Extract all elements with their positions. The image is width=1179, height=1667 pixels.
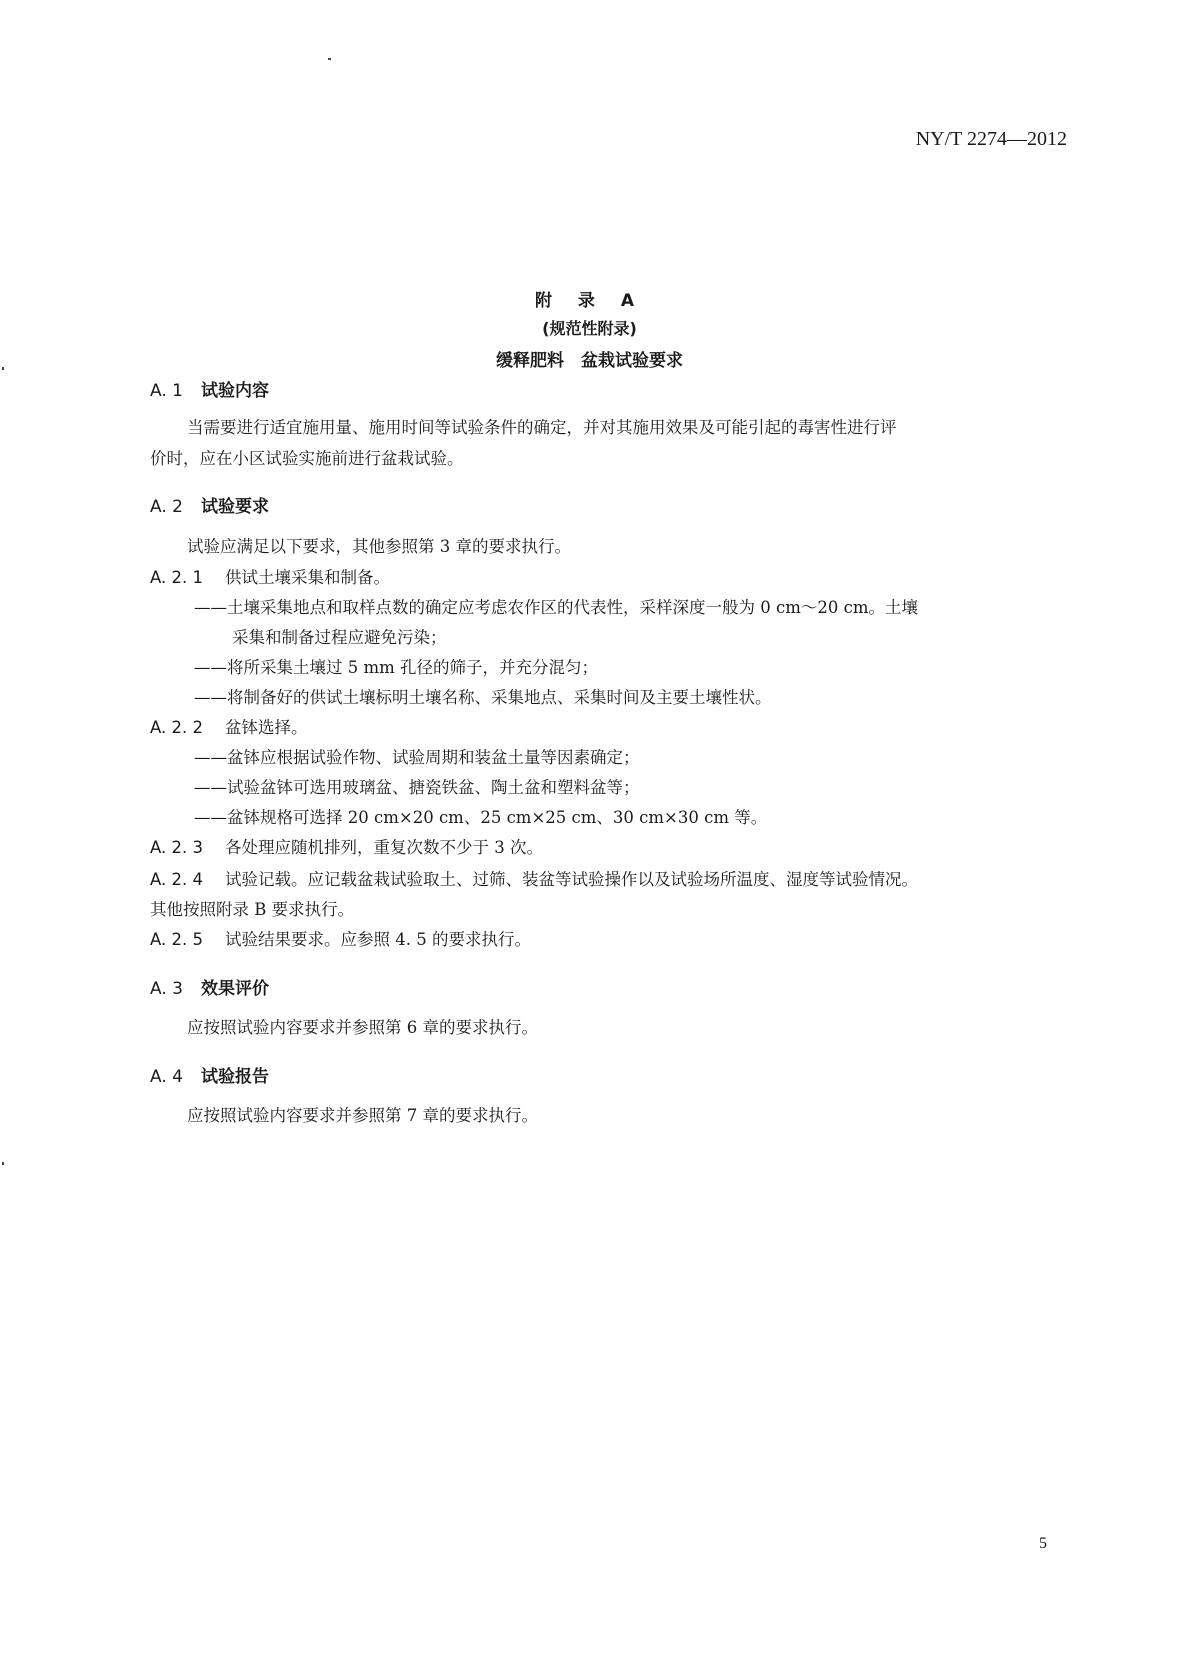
- section-title: 试验报告: [200, 1067, 269, 1087]
- section-a4-paragraph: 应按照试验内容要求并参照第 7 章的要求执行。: [187, 1106, 538, 1125]
- annex-name: 缓释肥料 盆栽试验要求: [496, 351, 683, 371]
- list-item: ——土壤采集地点和取样点数的确定应考虑农作区的代表性，采样深度一般为 0 cm～20 cm。土壤: [194, 598, 919, 617]
- clause-number: A. 2. 5: [150, 930, 203, 949]
- clause-text: 试验结果要求。应参照 4. 5 的要求执行。: [224, 930, 531, 949]
- list-item: ——盆钵规格可选择 20 cm×20 cm、25 cm×25 cm、30 cm×30 cm 等。: [194, 808, 768, 827]
- scan-speck: [2, 367, 4, 370]
- clause-number: A. 2. 1: [150, 568, 203, 587]
- section-number: A. 3: [150, 979, 183, 999]
- annex-nature: (规范性附录): [542, 319, 637, 338]
- clause-a22: [150, 714, 307, 742]
- clause-a25: [150, 926, 531, 954]
- section-a3-heading: [150, 974, 269, 999]
- list-item: ——将所采集土壤过 5 mm 孔径的筛子，并充分混匀；: [194, 658, 599, 677]
- clause-text: 盆钵选择。: [224, 718, 308, 737]
- section-title: 效果评价: [200, 979, 269, 999]
- section-a2-heading: [150, 492, 269, 517]
- section-number: A. 1: [150, 381, 183, 401]
- list-item: ——将制备好的供试土壤标明土壤名称、采集地点、采集时间及主要土壤性状。: [194, 688, 772, 707]
- clause-text: 试验记载。应记载盆栽试验取土、过筛、装盆等试验操作以及试验场所温度、湿度等试验情况。: [224, 870, 918, 889]
- clause-a24: [150, 866, 918, 894]
- clause-number: A. 2. 4: [150, 870, 203, 889]
- list-item: ——盆钵应根据试验作物、试验周期和装盆土量等因素确定；: [194, 748, 640, 767]
- scan-speck: [2, 1162, 4, 1165]
- section-a3-paragraph: 应按照试验内容要求并参照第 6 章的要求执行。: [187, 1018, 538, 1037]
- list-item-continuation: 采集和制备过程应避免污染；: [232, 628, 447, 647]
- section-a1-heading: [150, 376, 269, 401]
- clause-number: A. 2. 2: [150, 718, 203, 737]
- section-a1-paragraph-line: 价时，应在小区试验实施前进行盆栽试验。: [150, 449, 464, 468]
- section-a2-intro: 试验应满足以下要求，其他参照第 3 章的要求执行。: [187, 537, 571, 556]
- page-number: 5: [1039, 1535, 1047, 1552]
- clause-number: A. 2. 3: [150, 838, 203, 857]
- section-title: 试验内容: [200, 381, 269, 401]
- section-title: 试验要求: [200, 497, 269, 517]
- list-item: ——试验盆钵可选用玻璃盆、搪瓷铁盆、陶土盆和塑料盆等；: [194, 778, 640, 797]
- section-a1-paragraph-line: 当需要进行适宜施用量、施用时间等试验条件的确定，并对其施用效果及可能引起的毒害性进行评: [187, 418, 897, 437]
- clause-a21: [150, 564, 390, 592]
- clause-text: 各处理应随机排列，重复次数不少于 3 次。: [224, 838, 543, 857]
- clause-a24-continuation: 其他按照附录 B 要求执行。: [150, 900, 355, 919]
- section-number: A. 4: [150, 1067, 183, 1087]
- clause-a23: [150, 834, 543, 862]
- scan-speck: [328, 58, 331, 60]
- section-number: A. 2: [150, 497, 183, 517]
- section-a4-heading: [150, 1062, 269, 1087]
- standard-code: NY/T 2274—2012: [915, 128, 1067, 150]
- clause-text: 供试土壤采集和制备。: [224, 568, 390, 587]
- annex-title: 附 录 A: [535, 291, 644, 311]
